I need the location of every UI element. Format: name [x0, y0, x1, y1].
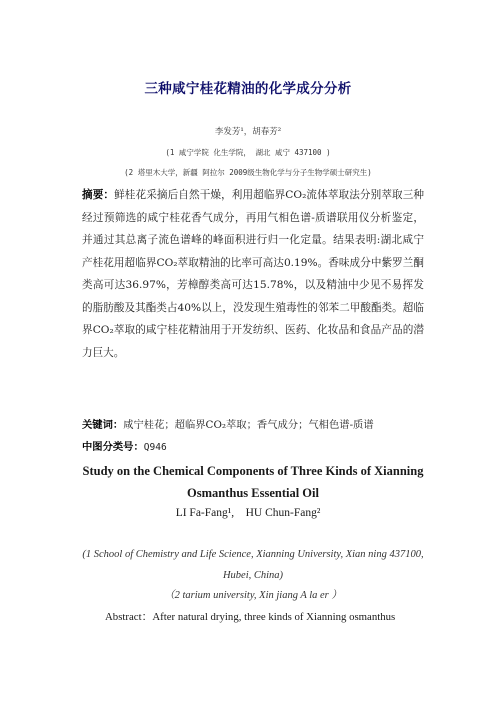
affiliation-english-1: (1 School of Chemistry and Life Science, Xianning University, Xian ning 437100, Hubei, China) [82, 549, 424, 581]
abstract-label-chinese: 摘要： [82, 189, 115, 201]
authors-english: LI Fa-Fang¹, HU Chun-Fang² [175, 507, 321, 519]
classification-label: 中图分类号： [82, 441, 144, 453]
classification-value: Q946 [143, 442, 167, 453]
paper-title-english-line-2: Osmanthus Essential Oil [187, 486, 319, 500]
affiliation-english-2: （2 tarium university, Xin jiang A la er ） [164, 590, 342, 601]
abstract-english-start: Abstract：After natural drying, three kinds of Xianning osmanthus [105, 611, 396, 623]
paper-title-chinese: 三种咸宁桂花精油的化学成分分析 [144, 81, 352, 97]
keywords-chinese [82, 416, 424, 431]
affiliation-chinese-1: (1 咸宁学院 化生学院， 湖北 咸宁 437100 ) [165, 148, 331, 157]
paper-title-english [82, 460, 424, 504]
keywords-label: 关键词： [82, 419, 124, 431]
classification-number [82, 438, 424, 453]
keywords-text: 咸宁桂花；超临界CO₂萃取；香气成分；气相色谱-质谱 [123, 419, 374, 431]
abstract-text-chinese: 鲜桂花采摘后自然干燥，利用超临界CO₂流体萃取法分别萃取三种经过预筛选的咸宁桂花香气成分，再用气相色谱-质谱联用仪分析鉴定，并通过其总离子流色谱峰的峰面积进行归一化定量。结果表明:湖北咸宁产桂花用超临界CO₂萃取精油的比率可高达0.19%。香味成分中紫罗兰酮类高可达36.97%，芳樟醇类高可达15.78%，以及精油中少见不易挥发的脂肪酸及其酯类占40%以上，没发现生殖毒性的邻苯二甲酸酯类。超临界CO₂萃取的咸宁桂花精油用于开发纺织、医药、化妆品和食品产品的潜力巨大。 [82, 189, 425, 359]
paper-title-english-line-1: Study on the Chemical Components of Three Kinds of Xianning [82, 464, 424, 478]
affiliation-chinese-2: (2 塔里木大学，新疆 阿拉尔 2009级生物化学与分子生物学硕士研究生) [124, 168, 372, 177]
abstract-chinese [82, 184, 424, 364]
authors-chinese: 李发芳¹，胡春芳² [214, 127, 282, 137]
